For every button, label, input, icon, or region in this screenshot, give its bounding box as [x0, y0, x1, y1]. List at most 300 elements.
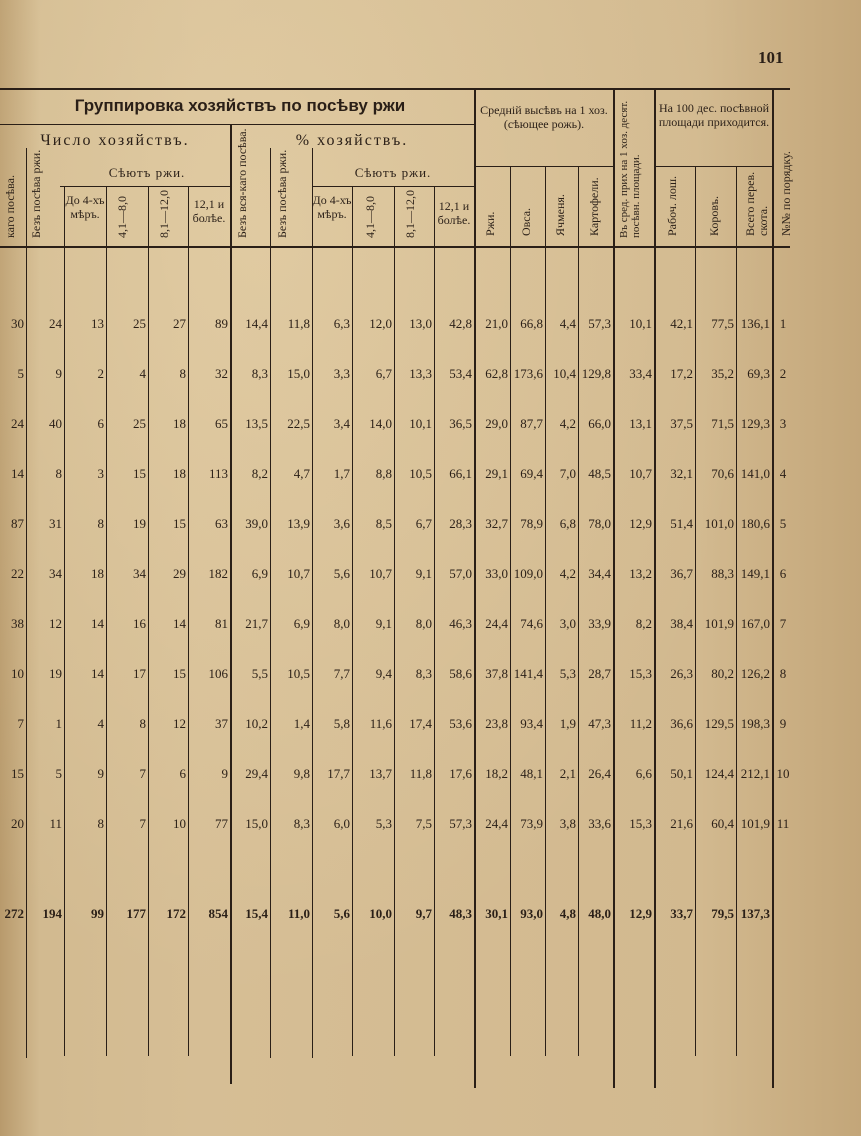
col-line [474, 88, 476, 1088]
total-cell: 172 [166, 906, 186, 921]
table-cell: 34 [133, 566, 146, 581]
table-cell: 149,1 [740, 566, 770, 581]
table-cell: 4,2 [559, 566, 576, 581]
table-cell: 4,4 [559, 316, 576, 331]
table-cell: 101,9 [704, 616, 734, 631]
table-cell: 48,5 [588, 466, 611, 481]
table-cell: 11,2 [629, 716, 652, 731]
col-line [106, 186, 107, 1056]
row-number: 7 [779, 616, 787, 631]
table-cell: 8,0 [333, 616, 350, 631]
table-cell: 129,3 [740, 416, 770, 431]
table-cell: 15,0 [287, 366, 310, 381]
table-cell: 36,6 [670, 716, 693, 731]
table-cell: 19 [133, 516, 146, 531]
table-cell: 126,2 [740, 666, 770, 681]
statistics-table [0, 88, 793, 1088]
table-cell: 3,8 [559, 816, 576, 831]
table-cell: 11 [49, 816, 62, 831]
total-cell: 79,5 [711, 906, 734, 921]
table-cell: 15 [173, 516, 186, 531]
col-header-total-livestock: Всего перев. скота. [743, 171, 771, 236]
pct-header-12-more: 12,1 и болѣе. [437, 199, 471, 227]
table-cell: 32 [215, 366, 228, 381]
table-cell: 25 [133, 416, 146, 431]
table-cell: 129,5 [704, 716, 734, 731]
total-cell: 48,3 [449, 906, 472, 921]
row-number: 10 [776, 766, 790, 781]
total-cell: 9,7 [415, 906, 432, 921]
table-cell: 3,6 [333, 516, 350, 531]
table-cell: 42,8 [449, 316, 472, 331]
table-cell: 6,9 [293, 616, 310, 631]
table-cell: 21,6 [670, 816, 693, 831]
pct-header-all-sowing: Безъ вся-каго посѣва. [235, 128, 249, 238]
table-cell: 36,5 [449, 416, 472, 431]
table-cell: 4,7 [293, 466, 310, 481]
table-cell: 66,1 [449, 466, 472, 481]
total-cell: 15,4 [245, 906, 268, 921]
table-cell: 6,3 [333, 316, 350, 331]
table-cell: 182 [208, 566, 228, 581]
table-cell: 89 [215, 316, 228, 331]
table-cell: 17,7 [327, 766, 350, 781]
col-header-up-to-4: До 4-хъ мѣръ. [65, 193, 105, 221]
table-cell: 3,0 [559, 616, 576, 631]
col-header-12-more: 12,1 и болѣе. [192, 197, 226, 225]
row-number: 8 [779, 666, 787, 681]
table-cell: 24,4 [485, 616, 508, 631]
table-cell: 8,2 [251, 466, 268, 481]
table-cell: 10,1 [629, 316, 652, 331]
table-cell: 57,0 [449, 566, 472, 581]
table-cell: 60,4 [711, 816, 734, 831]
table-cell: 6,7 [375, 366, 392, 381]
table-title: Группировка хозяйствъ по посѣву ржи [74, 96, 406, 115]
row-number: 11 [776, 816, 790, 831]
table-cell: 22,5 [287, 416, 310, 431]
table-cell: 11,8 [409, 766, 432, 781]
table-cell: 12,9 [629, 516, 652, 531]
table-cell: 24,4 [485, 816, 508, 831]
table-cell: 8,5 [375, 516, 392, 531]
table-cell: 70,6 [711, 466, 734, 481]
table-cell: 4 [97, 716, 104, 731]
table-cell: 7,7 [333, 666, 350, 681]
table-cell: 57,3 [449, 816, 472, 831]
table-cell: 101,9 [740, 816, 770, 831]
table-cell: 33,9 [588, 616, 611, 631]
table-cell: 15 [133, 466, 146, 481]
table-cell: 14 [173, 616, 186, 631]
table-cell: 17,6 [449, 766, 472, 781]
table-cell: 12 [49, 616, 62, 631]
table-cell: 14,4 [245, 316, 268, 331]
pct-header-no-sowing: Безъ посѣва ржи. [275, 149, 289, 238]
total-cell: 854 [208, 906, 228, 921]
col-line [772, 88, 774, 1088]
table-cell: 8 [97, 516, 104, 531]
table-cell: 10 [11, 666, 24, 681]
table-cell: 37,5 [670, 416, 693, 431]
col-line [545, 166, 546, 1056]
table-cell: 8 [55, 466, 62, 481]
table-cell: 198,3 [740, 716, 770, 731]
table-cell: 13,5 [245, 416, 268, 431]
total-cell: 12,9 [629, 906, 652, 921]
table-cell: 13,7 [369, 766, 392, 781]
table-cell: 16 [133, 616, 146, 631]
table-cell: 15,3 [629, 666, 652, 681]
col-header-order-no: №№ по порядку. [779, 151, 793, 236]
col-header-avg-area: Въ сред. прих на 1 хоз. десят. посѣвн. площади. [618, 100, 643, 238]
table-cell: 13,1 [629, 416, 652, 431]
table-cell: 38,4 [670, 616, 693, 631]
total-cell: 10,0 [369, 906, 392, 921]
table-cell: 10,5 [287, 666, 310, 681]
table-cell: 7 [17, 716, 24, 731]
total-cell: 4,8 [559, 906, 576, 921]
table-cell: 14 [91, 666, 104, 681]
table-cell: 141,4 [513, 666, 543, 681]
table-cell: 8 [139, 716, 146, 731]
table-cell: 10,7 [287, 566, 310, 581]
col-line [148, 186, 149, 1056]
table-cell: 26,3 [670, 666, 693, 681]
sow-rye-rule-1 [60, 186, 230, 187]
table-cell: 62,8 [485, 366, 508, 381]
table-cell: 1,7 [333, 466, 350, 481]
table-cell: 77 [215, 816, 228, 831]
table-cell: 10,4 [553, 366, 576, 381]
sow-rye-header: Сѣютъ ржи. [108, 165, 186, 180]
table-cell: 15,0 [245, 816, 268, 831]
table-cell: 10,1 [409, 416, 432, 431]
table-cell: 9,4 [375, 666, 392, 681]
table-cell: 6,8 [559, 516, 576, 531]
table-cell: 38 [11, 616, 24, 631]
table-cell: 6,9 [251, 566, 268, 581]
total-cell: 272 [4, 906, 24, 921]
table-cell: 33,4 [629, 366, 652, 381]
table-cell: 57,3 [588, 316, 611, 331]
table-cell: 28,3 [449, 516, 472, 531]
total-cell: 5,6 [333, 906, 350, 921]
table-cell: 53,4 [449, 366, 472, 381]
table-cell: 8,2 [635, 616, 652, 631]
table-cell: 33,0 [485, 566, 508, 581]
table-cell: 65 [215, 416, 228, 431]
table-cell: 78,0 [588, 516, 611, 531]
col-line [578, 166, 579, 1056]
table-cell: 80,2 [711, 666, 734, 681]
table-cell: 29,0 [485, 416, 508, 431]
table-cell: 13,0 [409, 316, 432, 331]
table-cell: 13 [91, 316, 104, 331]
col-header-barley: Ячменя. [553, 194, 567, 236]
table-cell: 50,1 [670, 766, 693, 781]
table-cell: 14 [91, 616, 104, 631]
table-cell: 13,2 [629, 566, 652, 581]
table-cell: 9,8 [293, 766, 310, 781]
table-cell: 13,3 [409, 366, 432, 381]
table-cell: 180,6 [740, 516, 770, 531]
table-cell: 63 [215, 516, 228, 531]
table-cell: 3 [97, 466, 104, 481]
table-cell: 136,1 [740, 316, 770, 331]
table-cell: 14,0 [369, 416, 392, 431]
table-cell: 74,6 [520, 616, 543, 631]
table-cell: 26,4 [588, 766, 611, 781]
table-cell: 5 [17, 366, 24, 381]
table-cell: 17,2 [670, 366, 693, 381]
table-cell: 6,6 [635, 766, 652, 781]
pct-header-8-12: 8,1—12,0 [403, 190, 417, 238]
per-100-header: На 100 дес. посѣвной площади приходится. [658, 101, 770, 129]
table-cell: 7 [139, 766, 146, 781]
table-cell: 10,7 [369, 566, 392, 581]
table-cell: 21,0 [485, 316, 508, 331]
table-cell: 18 [173, 466, 186, 481]
table-cell: 10,2 [245, 716, 268, 731]
table-cell: 6,0 [333, 816, 350, 831]
row-number: 4 [779, 466, 787, 481]
total-cell: 194 [42, 906, 62, 921]
table-cell: 28,7 [588, 666, 611, 681]
table-cell: 101,0 [704, 516, 734, 531]
table-cell: 51,4 [670, 516, 693, 531]
table-cell: 34,4 [588, 566, 611, 581]
table-cell: 21,7 [245, 616, 268, 631]
table-cell: 20 [11, 816, 24, 831]
table-cell: 47,3 [588, 716, 611, 731]
table-cell: 42,1 [670, 316, 693, 331]
table-cell: 18 [173, 416, 186, 431]
table-cell: 23,8 [485, 716, 508, 731]
table-cell: 9,1 [375, 616, 392, 631]
table-cell: 35,2 [711, 366, 734, 381]
number-of-farms-header: Число хозяйствъ. [40, 132, 190, 149]
page-number: 101 [758, 48, 784, 67]
table-cell: 141,0 [740, 466, 770, 481]
total-cell: 11,0 [287, 906, 310, 921]
row-number: 9 [779, 716, 787, 731]
table-cell: 29 [173, 566, 186, 581]
table-cell: 5,6 [333, 566, 350, 581]
table-cell: 8,3 [415, 666, 432, 681]
table-cell: 6,7 [415, 516, 432, 531]
row-number: 2 [779, 366, 787, 381]
table-cell: 88,3 [711, 566, 734, 581]
pct-header-4-8: 4,1—8,0 [363, 196, 377, 238]
table-cell: 71,5 [711, 416, 734, 431]
table-cell: 32,1 [670, 466, 693, 481]
table-cell: 5 [55, 766, 62, 781]
total-cell: 99 [91, 906, 104, 921]
table-cell: 30 [11, 316, 24, 331]
table-cell: 40 [49, 416, 62, 431]
table-cell: 10,5 [409, 466, 432, 481]
table-cell: 7,5 [415, 816, 432, 831]
table-cell: 69,3 [747, 366, 770, 381]
table-cell: 9 [55, 366, 62, 381]
col-line [352, 186, 353, 1056]
table-cell: 14 [11, 466, 24, 481]
col-line [695, 166, 696, 1056]
table-cell: 129,8 [581, 366, 611, 381]
col-line [188, 186, 189, 1056]
row-number: 1 [779, 316, 787, 331]
table-cell: 46,3 [449, 616, 472, 631]
table-cell: 3,3 [333, 366, 350, 381]
col-header-potato: Картофели. [587, 177, 601, 236]
table-cell: 87 [11, 516, 24, 531]
table-cell: 9,1 [415, 566, 432, 581]
col-line [312, 148, 313, 1058]
table-cell: 8,3 [251, 366, 268, 381]
table-cell: 29,1 [485, 466, 508, 481]
table-cell: 212,1 [740, 766, 770, 781]
col-header-8-12: 8,1—12,0 [157, 190, 171, 238]
col-header-rye: Ржи. [483, 211, 497, 236]
table-cell: 5,3 [375, 816, 392, 831]
col-header-all-sowing: каго посѣва. [3, 175, 17, 238]
table-cell: 11,6 [369, 716, 392, 731]
title-rule [0, 124, 475, 125]
table-cell: 13,9 [287, 516, 310, 531]
percent-of-farms-header: % хозяйствъ. [295, 132, 409, 149]
col-line [64, 186, 65, 1056]
table-cell: 34 [49, 566, 62, 581]
col-line [270, 148, 271, 1058]
table-cell: 25 [133, 316, 146, 331]
table-cell: 2 [97, 366, 104, 381]
table-cell: 3,4 [333, 416, 350, 431]
col-line [394, 186, 395, 1056]
table-cell: 15 [173, 666, 186, 681]
table-cell: 7,0 [559, 466, 576, 481]
table-cell: 53,6 [449, 716, 472, 731]
table-cell: 48,1 [520, 766, 543, 781]
table-cell: 8,0 [415, 616, 432, 631]
table-cell: 32,7 [485, 516, 508, 531]
table-cell: 1,4 [293, 716, 310, 731]
table-cell: 8,3 [293, 816, 310, 831]
table-cell: 36,7 [670, 566, 693, 581]
table-cell: 33,6 [588, 816, 611, 831]
pct-header-up-to-4: До 4-хъ мѣръ. [312, 193, 352, 221]
row-number: 5 [779, 516, 787, 531]
table-cell: 87,7 [520, 416, 543, 431]
table-cell: 12 [173, 716, 186, 731]
table-cell: 17 [133, 666, 146, 681]
table-cell: 8,8 [375, 466, 392, 481]
table-cell: 4,2 [559, 416, 576, 431]
total-cell: 93,0 [520, 906, 543, 921]
row-number: 3 [779, 416, 787, 431]
table-cell: 9 [97, 766, 104, 781]
col-header-4-8: 4,1—8,0 [115, 196, 129, 238]
table-cell: 10,7 [629, 466, 652, 481]
table-cell: 2,1 [559, 766, 576, 781]
table-cell: 9 [221, 766, 228, 781]
table-cell: 173,6 [513, 366, 543, 381]
table-cell: 22 [11, 566, 24, 581]
table-cell: 58,6 [449, 666, 472, 681]
table-cell: 15 [11, 766, 24, 781]
table-cell: 27 [173, 316, 186, 331]
table-top-rule [0, 88, 790, 90]
table-cell: 106 [208, 666, 228, 681]
total-cell: 48,0 [588, 906, 611, 921]
col-line [654, 88, 656, 1088]
table-cell: 5,8 [333, 716, 350, 731]
col-header-no-sowing: Безъ посѣва ржи. [29, 149, 43, 238]
table-cell: 29,4 [245, 766, 268, 781]
row-number: 6 [779, 566, 787, 581]
col-line [26, 148, 27, 1058]
col-line [613, 88, 615, 1088]
table-cell: 8 [97, 816, 104, 831]
table-cell: 4 [139, 366, 146, 381]
table-cell: 6 [97, 416, 104, 431]
avg-sowing-header: Средній высѣвъ на 1 хоз. (сѣющее рожь). [480, 103, 608, 131]
table-cell: 5,3 [559, 666, 576, 681]
table-cell: 37 [215, 716, 228, 731]
col-line [434, 186, 435, 1056]
table-cell: 1,9 [559, 716, 576, 731]
table-cell: 78,9 [520, 516, 543, 531]
table-cell: 73,9 [520, 816, 543, 831]
table-cell: 66,8 [520, 316, 543, 331]
table-cell: 8 [179, 366, 186, 381]
table-cell: 66,0 [588, 416, 611, 431]
table-cell: 113 [208, 466, 228, 481]
table-cell: 81 [215, 616, 228, 631]
header-bottom-rule [0, 246, 790, 248]
table-cell: 109,0 [513, 566, 543, 581]
total-cell: 137,3 [740, 906, 770, 921]
table-cell: 124,4 [704, 766, 734, 781]
total-cell: 33,7 [670, 906, 693, 921]
table-cell: 17,4 [409, 716, 432, 731]
table-cell: 7 [139, 816, 146, 831]
table-cell: 39,0 [245, 516, 268, 531]
table-cell: 77,5 [711, 316, 734, 331]
table-cell: 31 [49, 516, 62, 531]
col-header-oats: Овса. [519, 207, 533, 236]
table-cell: 11,8 [287, 316, 310, 331]
table-cell: 93,4 [520, 716, 543, 731]
table-cell: 18,2 [485, 766, 508, 781]
table-cell: 18 [91, 566, 104, 581]
table-cell: 69,4 [520, 466, 543, 481]
table-cell: 19 [49, 666, 62, 681]
table-cell: 24 [11, 416, 24, 431]
total-cell: 30,1 [485, 906, 508, 921]
table-cell: 24 [49, 316, 62, 331]
col-header-work-horses: Рабоч. лош. [665, 175, 679, 236]
sow-rye-header-pct: Сѣютъ ржи. [354, 165, 432, 180]
col-line [230, 124, 232, 1084]
col-line [510, 166, 511, 1056]
table-cell: 15,3 [629, 816, 652, 831]
col-header-cows: Коровъ. [707, 196, 721, 236]
table-cell: 10 [173, 816, 186, 831]
table-cell: 1 [55, 716, 62, 731]
table-cell: 37,8 [485, 666, 508, 681]
table-cell: 6 [179, 766, 186, 781]
